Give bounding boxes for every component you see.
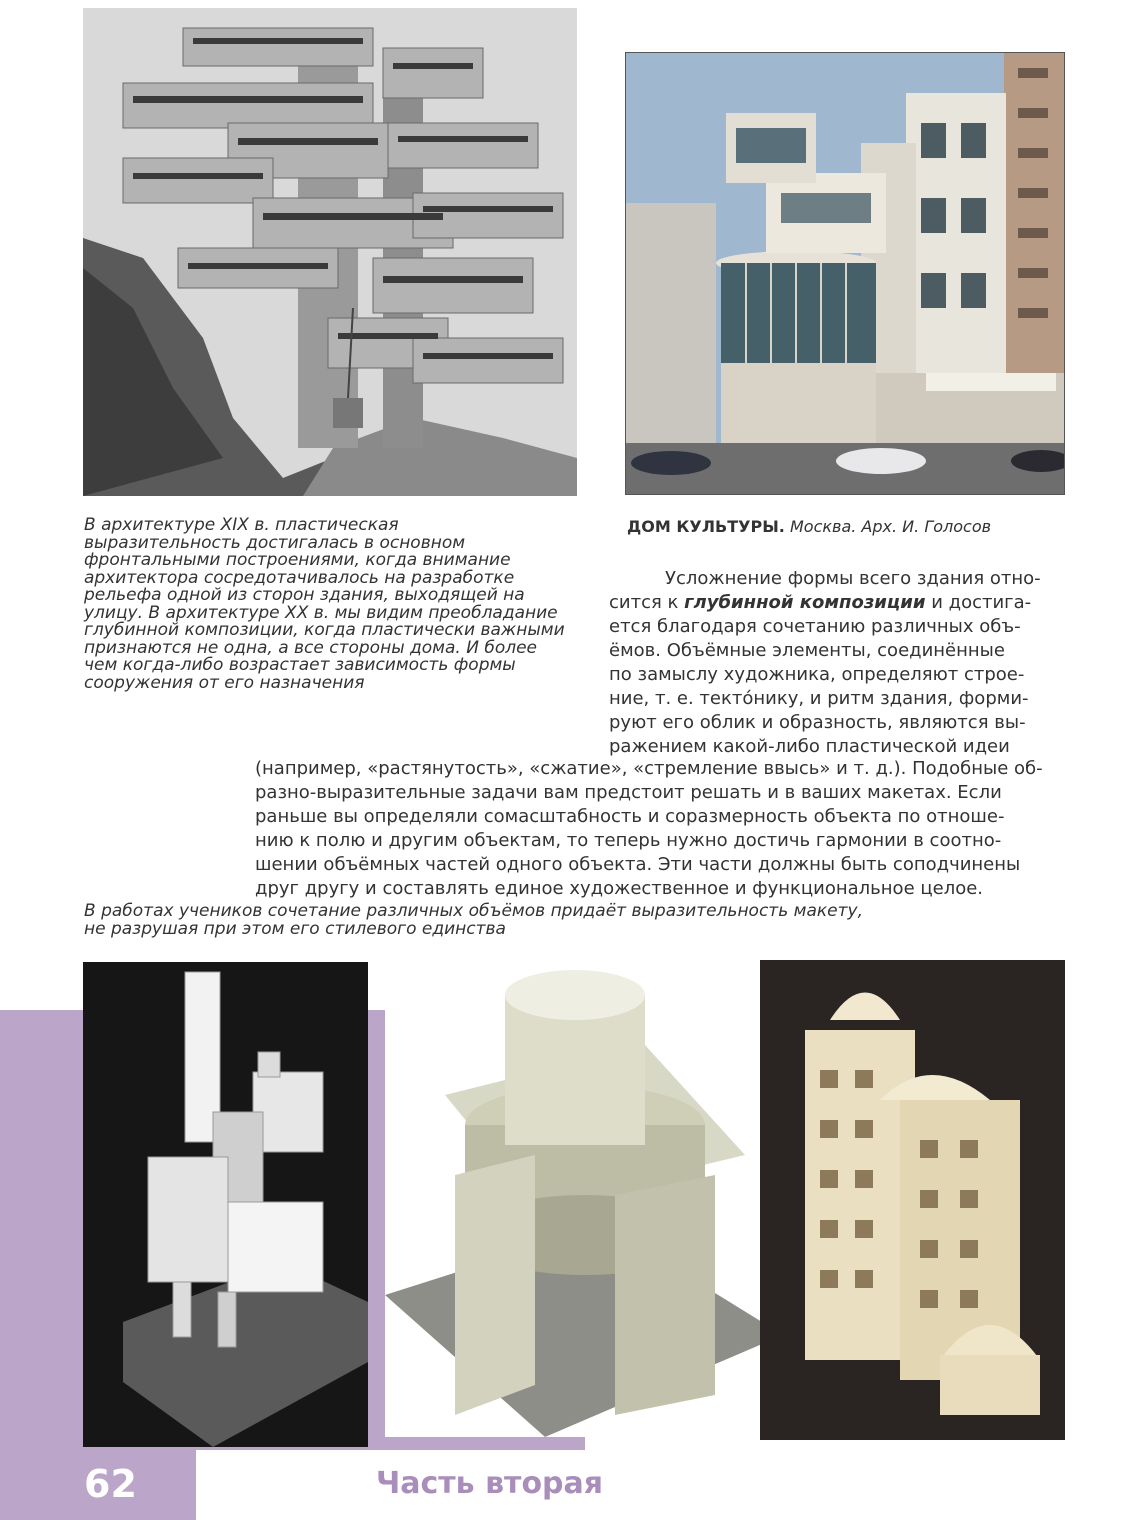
body-continuation: [255, 757, 1065, 901]
left-caption-line: признаются не одна, а все стороны дома. И более: [84, 637, 538, 658]
body-line: по замыслу художника, определяют строе-: [609, 664, 1025, 685]
photo-model-cylinder: [385, 955, 783, 1437]
body-line: раньше вы определяли сомасштабность и соразмерность объекта по отноше-: [255, 806, 1005, 827]
left-caption-line: глубинной композиции, когда пластически важными: [84, 620, 565, 640]
photo-model-blocks: [83, 962, 368, 1447]
emphasis-term: глубинной композиции: [684, 592, 926, 613]
right-caption-attribution: Москва. Арх. И. Голосов: [789, 517, 992, 536]
body-line: шении объёмных частей одного объекта. Эти части должны быть соподчинены: [255, 854, 1021, 875]
body-line: друг другу и составлять единое художественное и функциональное целое.: [255, 878, 984, 899]
students-caption-line: не разрушая при этом его стилевого единства: [84, 918, 506, 939]
body-line: Усложнение формы всего здания отно-: [665, 568, 1041, 589]
left-caption-line: рельефа одной из сторон здания, выходящей на: [84, 585, 525, 605]
left-caption-line: улицу. В архитектуре XX в. мы видим преобладание: [84, 602, 558, 623]
left-caption-line: В архитектуре XIX в. пластическая: [84, 515, 399, 535]
body-column: [609, 567, 1065, 759]
body-line: сится к глубинной композиции и достига-: [609, 592, 1032, 613]
body-line: ёмов. Объёмные элементы, соединённые: [609, 640, 1005, 661]
left-caption: [84, 517, 584, 692]
body-line: ние, т. е. тектóнику, и ритм здания, форми-: [609, 688, 1029, 709]
page-number: 62: [84, 1462, 137, 1506]
photo-model-tower: [760, 960, 1065, 1440]
body-line: нию к полю и другим объектам, то теперь нужно достичь гармонии в соотно-: [255, 830, 1002, 851]
left-caption-line: сооружения от его назначения: [84, 672, 365, 693]
body-line: разно-выразительные задачи вам предстоит решать и в ваших макетах. Если: [255, 782, 1002, 803]
body-line: ражением какой-либо пластической идеи: [609, 736, 1010, 757]
left-caption-line: выразительность достигалась в основном: [84, 532, 466, 553]
students-caption: [84, 903, 984, 938]
body-line: ется благодаря сочетанию различных объ-: [609, 616, 1021, 637]
body-line: руют его облик и образность, являются вы-: [609, 712, 1026, 733]
body-line: (например, «растянутость», «сжатие», «стремление ввысь» и т. д.). Подобные об-: [255, 758, 1043, 779]
right-caption-title: ДОМ КУЛЬТУРЫ.: [627, 517, 785, 536]
right-caption: [627, 517, 1067, 536]
part-title: Часть вторая: [376, 1466, 604, 1501]
photo-brutalist-building: [83, 8, 577, 496]
left-caption-line: чем когда-либо возрастает зависимость формы: [84, 655, 516, 675]
photo-house-of-culture: [625, 52, 1065, 495]
left-caption-line: фронтальными построениями, когда внимание: [84, 550, 511, 570]
students-caption-line: В работах учеников сочетание различных объёмов придаёт выразительность макету,: [84, 901, 863, 921]
left-caption-line: архитектора сосредотачивалось на разработке: [84, 567, 515, 588]
